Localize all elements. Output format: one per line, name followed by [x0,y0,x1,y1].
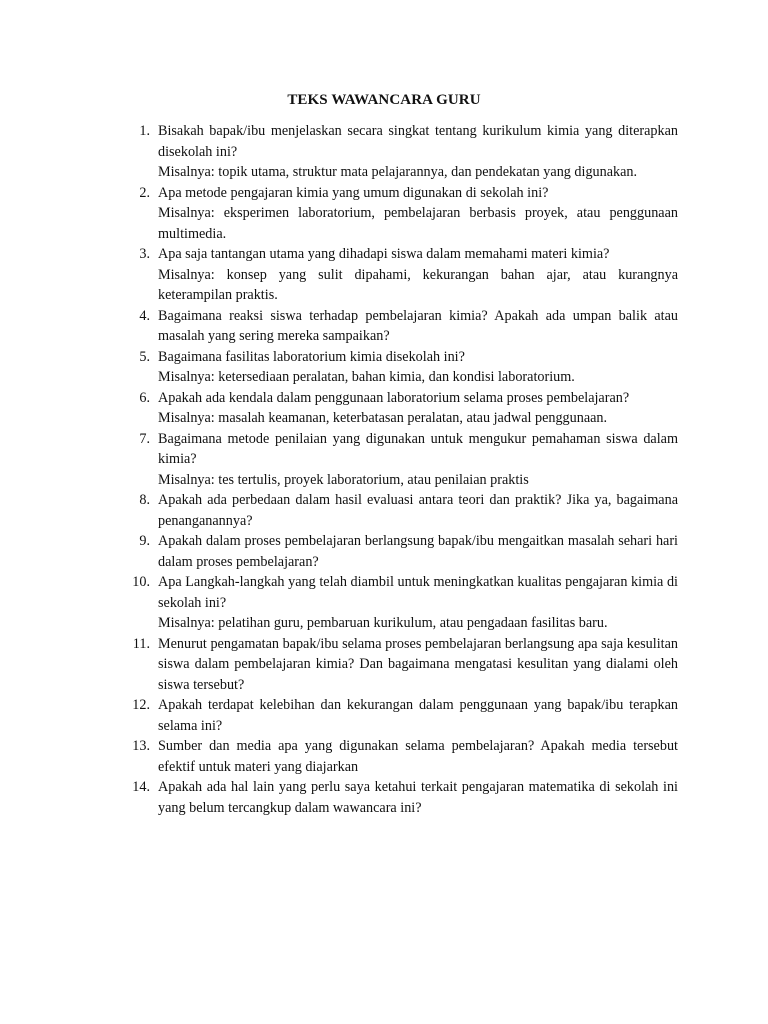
question-number: 4. [139,307,150,324]
question-item [118,490,678,531]
question-text: Bagaimana fasilitas laboratorium kimia disekolah ini? [158,348,465,365]
question-item [118,244,678,306]
question-number: 6. [139,389,150,406]
question-number: 12. [132,697,150,713]
question-item [118,388,678,429]
question-text: Bisakah bapak/ibu menjelaskan secara singkat tentang kurikulum kimia yang diterapkan disekolah ini? [158,123,678,160]
question-item [118,347,678,388]
question-number: 5. [139,348,150,365]
question-example: Misalnya: eksperimen laboratorium, pembelajaran berbasis proyek, atau penggunaan multimedia. [158,205,678,242]
question-number: 8. [139,492,150,508]
question-number: 10. [132,574,150,590]
question-number: 2. [139,184,150,201]
question-text: Apa saja tantangan utama yang dihadapi siswa dalam memahami materi kimia? [158,246,610,262]
question-item [118,572,678,634]
question-text: Apakah ada hal lain yang perlu saya ketahui terkait pengajaran matematika di sekolah ini yang belum tercangkup dalam wawancara ini? [158,779,678,816]
question-example: Misalnya: topik utama, struktur mata pelajarannya, dan pendekatan yang digunakan. [158,164,638,180]
question-number: 7. [139,430,150,447]
question-number: 13. [132,738,150,754]
question-item [118,183,678,245]
question-example: Misalnya: tes tertulis, proyek laboratorium, atau penilaian praktis [158,471,529,488]
question-item [118,429,678,491]
question-text: Apa metode pengajaran kimia yang umum digunakan di sekolah ini? [158,184,549,201]
question-text: Apakah terdapat kelebihan dan kekurangan dalam penggunaan yang bapak/ibu terapkan selama ini? [158,697,678,734]
question-text: Menurut pengamatan bapak/ibu selama proses pembelajaran berlangsung apa saja kesulitan siswa dalam pembelajaran kimia? Dan bagaimana mengatasi kesulitan yang dialami oleh siswa tersebut? [158,635,678,693]
question-list [118,121,678,818]
question-text: Bagaimana metode penilaian yang digunakan untuk mengukur pemahaman siswa dalam kimia? [158,430,678,467]
question-number: 11. [132,635,150,652]
question-item [118,634,678,696]
question-item [118,306,678,347]
question-text: Sumber dan media apa yang digunakan selama pembelajaran? Apakah media tersebut efektif untuk materi yang diajarkan [158,738,678,775]
question-example: Misalnya: ketersediaan peralatan, bahan kimia, dan kondisi laboratorium. [158,369,575,385]
question-text: Apakah ada kendala dalam penggunaan laboratorium selama proses pembelajaran? [158,389,630,406]
question-number: 14. [132,779,150,795]
question-item [118,695,678,736]
question-example: Misalnya: masalah keamanan, keterbatasan peralatan, atau jadwal penggunaan. [158,410,608,426]
question-text: Bagaimana reaksi siswa terhadap pembelajaran kimia? Apakah ada umpan balik atau masalah yang sering mereka sampaikan? [158,307,678,344]
question-number: 9. [139,533,150,549]
question-example: Misalnya: pelatihan guru, pembaruan kurikulum, atau pengadaan fasilitas baru. [158,615,608,631]
page-title-text: TEKS WAWANCARA GURU [287,92,481,108]
question-item [118,736,678,777]
question-number: 3. [139,246,150,262]
question-item [118,777,678,818]
page-title [0,92,768,109]
question-text: Apakah ada perbedaan dalam hasil evaluasi antara teori dan praktik? Jika ya, bagaimana penanganannya? [158,492,678,529]
question-item [118,531,678,572]
question-example: Misalnya: konsep yang sulit dipahami, kekurangan bahan ajar, atau kurangnya keterampilan praktis. [158,266,678,303]
question-text: Apakah dalam proses pembelajaran berlangsung bapak/ibu mengaitkan masalah sehari hari dalam proses pembelajaran? [158,533,678,570]
question-text: Apa Langkah-langkah yang telah diambil untuk meningkatkan kualitas pengajaran kimia di sekolah ini? [158,574,678,611]
question-number: 1. [139,123,150,139]
question-item [118,121,678,183]
